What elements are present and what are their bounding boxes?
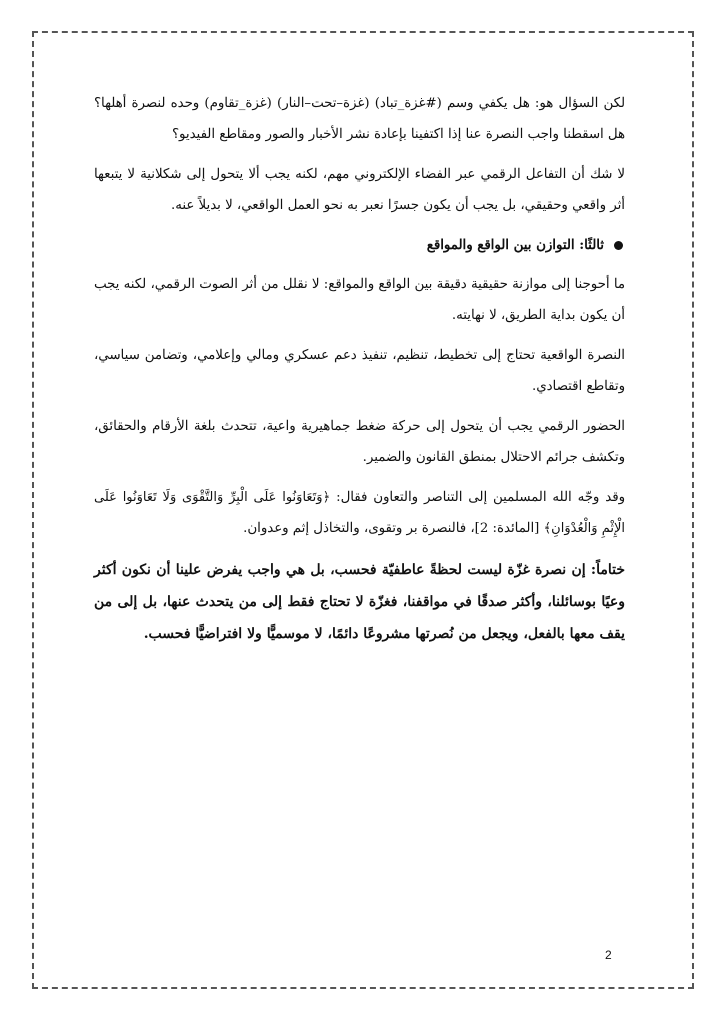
paragraph-balance: ما أحوجنا إلى موازنة حقيقية دقيقة بين الواقع والمواقع: لا نقلل من أثر الصوت الرقمي، لكنه يجب أن يكون بداية الطريق، لا نهايته. (94, 277, 625, 323)
paragraph-verse (94, 482, 625, 544)
paragraph-real-support: النصرة الواقعية تحتاج إلى تخطيط، تنظيم، تنفيذ دعم عسكري ومالي وإعلامي، وتضامن سياسي، وتقاطع اقتصادي. (94, 348, 625, 394)
paragraph-question: لكن السؤال هو: هل يكفي وسم (#غزة_تباد) (غزة–تحت–النار) (غزة_تقاوم) وحده لنصرة أهلها؟ هل اسقطنا واجب النصرة عنا إذا اكتفينا بإعادة نشر الأخبار والصور ومقاطع الفيديو؟ (94, 96, 625, 142)
page-number: 2 (605, 948, 612, 962)
paragraph-digital-interaction: لا شك أن التفاعل الرقمي عبر الفضاء الإلكتروني مهم، لكنه يجب ألا يتحول إلى شكلانية لا يتبعها أثر واقعي وحقيقي، بل يجب أن يكون جسرًا نعبر به نحو العمل الواقعي، لا بديلاً عنه. (94, 167, 625, 213)
paragraph-digital-presence: الحضور الرقمي يجب أن يتحول إلى حركة ضغط جماهيرية واعية، تتحدث بلغة الأرقام والحقائق، وتكشف جرائم الاحتلال بمنطق القانون والضمير. (94, 419, 625, 465)
section-heading-text: ثالثًا: التوازن بين الواقع والمواقع (426, 238, 604, 253)
section-heading-third (94, 230, 625, 261)
paragraph-conclusion: ختاماً: إن نصرة غزّة ليست لحظةً عاطفيّة فحسب، بل هي واجب يفرض علينا أن نكون أكثر وعيًا بوسائلنا، وأكثر صدقًا في مواقفنا، فغزّة لا تحتاج فقط إلى من يتحدث عنها، بل إلى من يقف معها بالفعل، ويجعل من نُصرتها مشروعًا دائمًا، لا موسميًّا ولا افتراضيًّا فحسب. (94, 562, 625, 642)
bullet-icon (614, 241, 623, 250)
verse-intro: وقد وجّه الله المسلمين إلى التناصر والتعاون فقال: (330, 490, 625, 505)
verse-reference: [المائدة: 2]، فالنصرة بر وتقوى، والتخاذل إثم وعدوان. (243, 521, 544, 536)
quran-verse: ﴿وَتَعَاوَنُوا عَلَى الْبِرِّ وَالتَّقْوَى وَلَا تَعَاوَنُوا عَلَى الْإِثْمِ وَالْعُدْوَانِ﴾ (94, 490, 625, 536)
article-body (94, 88, 625, 650)
